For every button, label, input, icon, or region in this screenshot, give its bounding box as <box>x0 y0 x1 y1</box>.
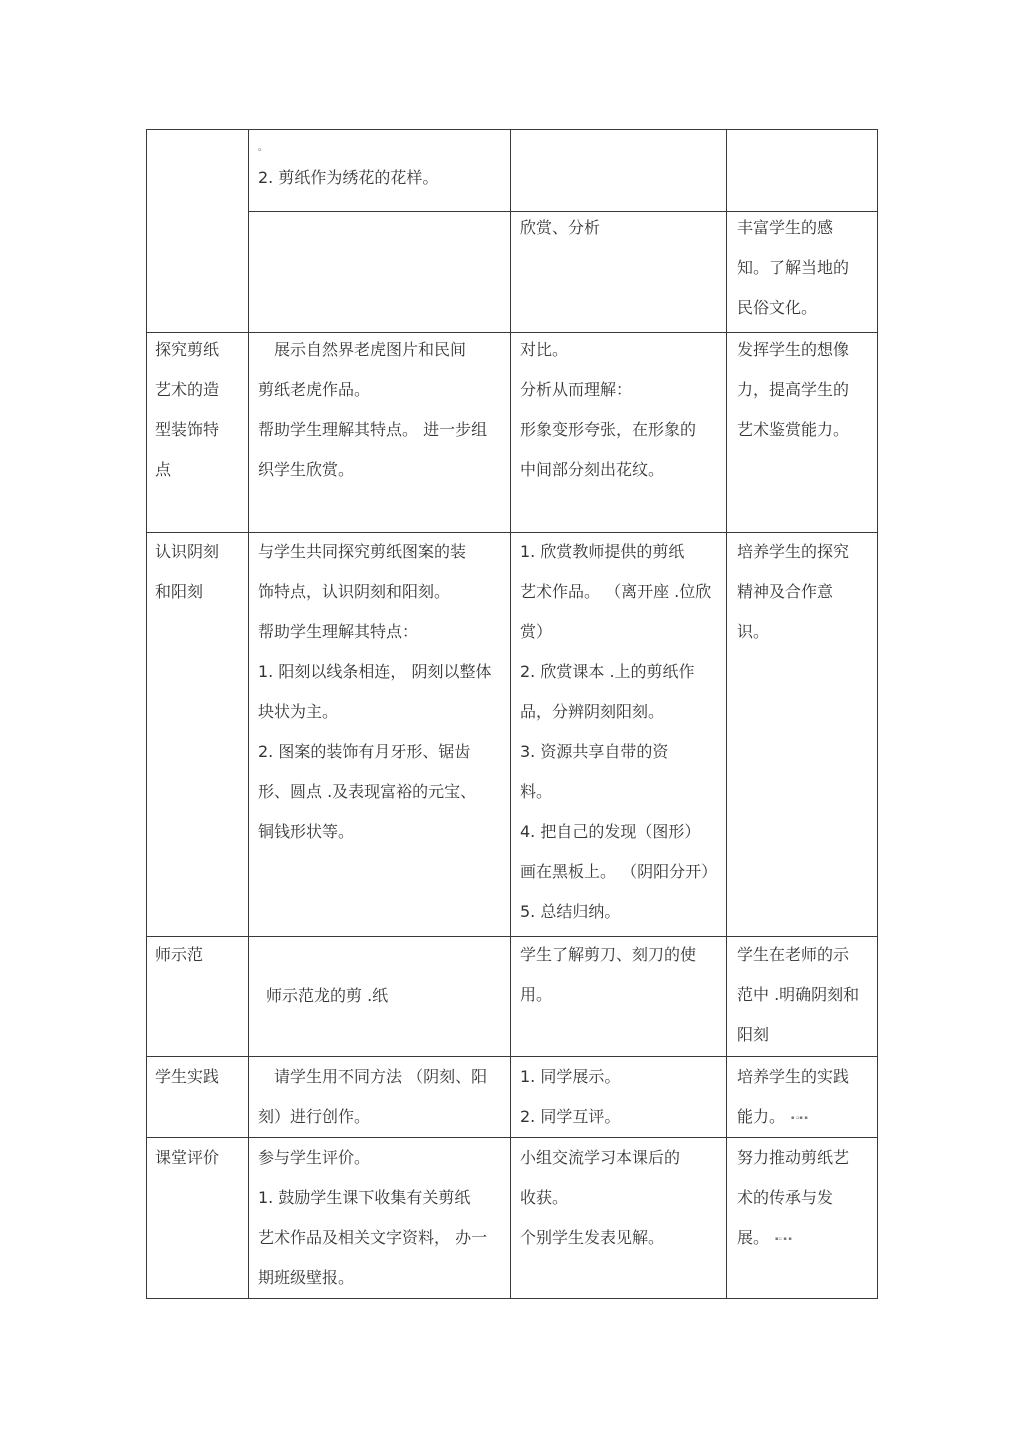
row2-stage-line-0: 探究剪纸 <box>155 340 220 359</box>
table-border-bottom <box>146 1298 878 1299</box>
row6-stage-line-0: 课堂评价 <box>155 1148 220 1167</box>
row3-teacher-cell <box>258 532 491 852</box>
row5-student-cell <box>520 1057 620 1137</box>
row4-student-line-0: 学生了解剪刀、刻刀的使 <box>520 945 697 964</box>
row6-purpose-line-0: 努力推动剪纸艺 <box>737 1148 850 1167</box>
row6-student-line-0: 小组交流学习本课后的 <box>520 1148 681 1167</box>
row5-purpose-line-1 <box>737 1097 849 1137</box>
row2-purpose-cell <box>737 330 849 450</box>
row3-purpose-line-2: 识。 <box>737 622 770 641</box>
row0-activity-line-0: 。 <box>258 143 268 153</box>
row2-stage-line-1: 艺术的造 <box>155 380 220 399</box>
row5-purpose-cell <box>737 1057 849 1137</box>
row6-teacher-line-2: 艺术作品及相关文字资料， 办一 <box>258 1228 488 1247</box>
row4-stage-cell <box>155 935 203 975</box>
row3-student-line-3: 2. 欣赏课本 .上的剪纸作 <box>520 662 695 681</box>
row6-teacher-line-0: 参与学生评价。 <box>258 1148 371 1167</box>
scan-artifact-mark-2: ▪▫ ▪ ▪ <box>775 1235 792 1242</box>
row2-student-cell <box>520 330 696 490</box>
row3-teacher-line-4: 块状为主。 <box>258 702 339 721</box>
row3-stage-cell <box>155 532 219 612</box>
row3-teacher-line-3: 1. 阳刻以线条相连， 阴刻以整体 <box>258 662 492 681</box>
row6-student-cell <box>520 1138 680 1258</box>
row3-teacher-line-1: 饰特点，认识阴刻和阳刻。 <box>258 582 451 601</box>
table-border-top <box>146 129 878 130</box>
row4-student-line-1: 用。 <box>520 985 553 1004</box>
row2-student-line-0: 对比。 <box>520 340 569 359</box>
row3-student-line-1: 艺术作品。 （离开座 .位欣 <box>520 582 712 601</box>
row1-purpose-line-2: 民俗文化。 <box>737 298 818 317</box>
row3-teacher-line-0: 与学生共同探究剪纸图案的装 <box>258 542 467 561</box>
row6-purpose-cell <box>737 1138 849 1258</box>
column-divider-1 <box>248 129 249 1299</box>
row2-purpose-line-0: 发挥学生的想像 <box>737 340 850 359</box>
row2-stage-line-3: 点 <box>155 460 172 479</box>
row4-teacher-line-0: 师示范龙的剪 .纸 <box>266 986 389 1005</box>
row5-purpose-line-1-text: 能力。 <box>737 1107 786 1126</box>
row3-student-line-4: 品，分辨阴刻阳刻。 <box>520 702 665 721</box>
row5-teacher-cell <box>258 1057 487 1137</box>
row5-stage-line-0: 学生实践 <box>155 1067 220 1086</box>
row3-purpose-line-0: 培养学生的探究 <box>737 542 850 561</box>
row3-teacher-line-2: 帮助学生理解其特点： <box>258 622 419 641</box>
row1-purpose-line-0: 丰富学生的感 <box>737 218 834 237</box>
row2-teacher-line-3: 织学生欣赏。 <box>258 460 355 479</box>
row5-teacher-line-1: 刻）进行创作。 <box>258 1107 371 1126</box>
row3-student-line-7: 4. 把自己的发现（图形） <box>520 822 701 841</box>
table-border-left <box>146 129 147 1299</box>
row1-purpose-line-1: 知。了解当地的 <box>737 258 850 277</box>
row3-student-line-2: 赏） <box>520 622 553 641</box>
row6-teacher-line-1: 1. 鼓励学生课下收集有关剪纸 <box>258 1188 471 1207</box>
row6-stage-cell <box>155 1138 219 1178</box>
row2-student-line-2: 形象变形夸张，在形象的 <box>520 420 697 439</box>
row5-teacher-line-0: 请学生用不同方法 （阴刻、阳 <box>274 1067 488 1086</box>
row2-stage-cell <box>155 330 219 490</box>
row3-student-line-9: 5. 总结归纳。 <box>520 902 621 921</box>
row6-purpose-line-2-text: 展。 <box>737 1228 770 1247</box>
row6-student-line-2: 个别学生发表见解。 <box>520 1228 665 1247</box>
row4-purpose-line-1: 范中 .明确阴刻和 <box>737 985 860 1004</box>
row2-teacher-line-1: 剪纸老虎作品。 <box>258 380 371 399</box>
row3-purpose-cell <box>737 532 849 652</box>
row6-teacher-cell <box>258 1138 487 1298</box>
row6-teacher-line-3: 期班级壁报。 <box>258 1268 355 1287</box>
row5-purpose-line-0: 培养学生的实践 <box>737 1067 850 1086</box>
row3-student-cell <box>520 532 717 932</box>
row2-teacher-cell <box>258 330 487 490</box>
row4-purpose-cell <box>737 935 859 1055</box>
row6-student-line-1: 收获。 <box>520 1188 569 1207</box>
column-divider-3 <box>726 129 727 1299</box>
row3-teacher-line-6: 形、圆点 .及表现富裕的元宝、 <box>258 782 477 801</box>
row3-teacher-line-7: 铜钱形状等。 <box>258 822 355 841</box>
row6-purpose-line-2 <box>737 1218 849 1258</box>
row4-teacher-cell <box>266 976 388 1016</box>
row0-activity-line-1: 2. 剪纸作为绣花的花样。 <box>258 168 439 187</box>
column-divider-2 <box>510 129 511 1299</box>
scan-artifact-mark: ▪ ▫▪ ▪ <box>791 1114 808 1121</box>
row3-student-line-8: 画在黑板上。 （阴阳分开） <box>520 862 718 881</box>
row2-student-line-1: 分析从而理解： <box>520 380 633 399</box>
row2-teacher-line-2: 帮助学生理解其特点。 进一步组 <box>258 420 488 439</box>
row2-purpose-line-2: 艺术鉴赏能力。 <box>737 420 850 439</box>
row3-student-line-5: 3. 资源共享自带的资 <box>520 742 669 761</box>
row4-student-cell <box>520 935 696 1015</box>
table-border-right <box>877 129 878 1299</box>
row2-purpose-line-1: 力，提高学生的 <box>737 380 850 399</box>
row3-teacher-line-5: 2. 图案的装饰有月牙形、锯齿 <box>258 742 471 761</box>
row3-student-line-0: 1. 欣赏教师提供的剪纸 <box>520 542 685 561</box>
row3-stage-line-0: 认识阴刻 <box>155 542 220 561</box>
row0-activity-cell <box>258 138 438 198</box>
row5-student-line-0: 1. 同学展示。 <box>520 1067 621 1086</box>
row5-student-line-1: 2. 同学互评。 <box>520 1107 621 1126</box>
row4-stage-line-0: 师示范 <box>155 945 204 964</box>
row6-purpose-line-1: 术的传承与发 <box>737 1188 834 1207</box>
row3-purpose-line-1: 精神及合作意 <box>737 582 834 601</box>
row1-student-cell <box>520 208 600 248</box>
row2-stage-line-2: 型装饰特 <box>155 420 220 439</box>
row4-purpose-line-0: 学生在老师的示 <box>737 945 850 964</box>
row1-purpose-cell <box>737 208 849 328</box>
row5-stage-cell <box>155 1057 219 1097</box>
row4-purpose-line-2: 阳刻 <box>737 1025 770 1044</box>
row1-student-line-0: 欣赏、分析 <box>520 218 601 237</box>
row3-stage-line-1: 和阳刻 <box>155 582 204 601</box>
row2-student-line-3: 中间部分刻出花纹。 <box>520 460 665 479</box>
row2-teacher-line-0: 展示自然界老虎图片和民间 <box>274 340 467 359</box>
row3-student-line-6: 料。 <box>520 782 553 801</box>
